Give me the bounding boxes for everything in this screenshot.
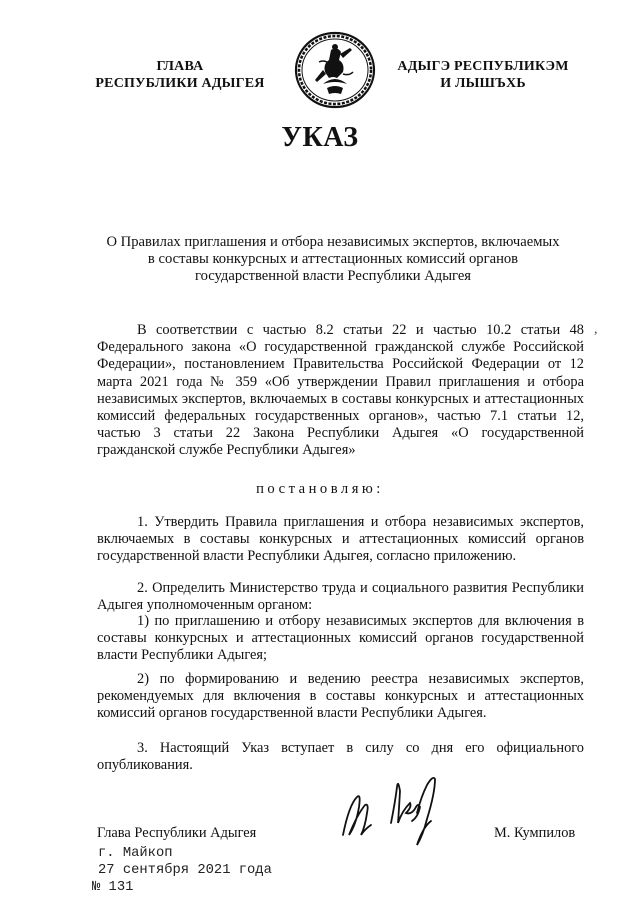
header-right-line2: И ЛЫШЪХЬ [440,76,526,91]
decree-word: постановляю: [256,481,384,497]
signer-title: Глава Республики Адыгея [97,825,257,841]
coat-of-arms-icon [293,30,377,110]
margin-mark: , [594,322,598,337]
document-title: УКАЗ [281,122,359,153]
preamble-paragraph: В соответствии с частью 8.2 статьи 22 и частью 10.2 статьи 48 Федерального закона «О государственной гражданской службе Российской Федерации», постановлением Правительства Российской Федерации от 12 марта 2021 года № 359 «Об утверждении Правил приглашения и отбора независимых экспертов, включаемых в составы конкурсных и аттестационных комиссий федеральных государственных органов», частью 7.1 статьи 12, частью 3 статьи 22 Закона Республики Адыгея «О государственной гражданской службе Республики Адыгея» [97,322,584,459]
footer-place: г. Майкоп [98,846,173,861]
header-right-line1: АДЫГЭ РЕСПУБЛИКЭМ [397,59,569,74]
header-right [388,58,578,92]
item-2-subitem-2: 2) по формированию и ведению реестра независимых экспертов, рекомендуемых для включения в составы конкурсных и аттестационных комиссий органов государственной власти Республики Адыгея. [97,671,584,722]
signer-name: М. Кумпилов [494,825,576,841]
footer-date: 27 сентября 2021 года [98,863,272,878]
item-2: 2. Определить Министерство труда и социального развития Республики Адыгея уполномоченным органом: [97,580,584,614]
header-left [80,58,280,92]
footer-number: № 131 [92,880,134,895]
document-subject [95,234,571,285]
item-1: 1. Утвердить Правила приглашения и отбора независимых экспертов, включаемых в составы конкурсных и аттестационных комиссий органов государственной власти Республики Адыгея, согласно приложению. [97,514,584,565]
subject-line3: государственной власти Республики Адыгея [194,268,472,284]
header-left-line2: РЕСПУБЛИКИ АДЫГЕЯ [95,76,265,91]
subject-line2: в составы конкурсных и аттестационных комиссий органов [147,251,519,267]
item-2-subitem-1: 1) по приглашению и отбору независимых экспертов для включения в составы конкурсных и аттестационных комиссий органов государственной власти Республики Адыгея; [97,613,584,664]
header-left-line1: ГЛАВА [156,59,204,74]
handwritten-signature [325,765,460,860]
subject-line1: О Правилах приглашения и отбора независимых экспертов, включаемых [106,234,560,250]
item-3: 3. Настоящий Указ вступает в силу со дня его официального опубликования. [97,740,584,774]
